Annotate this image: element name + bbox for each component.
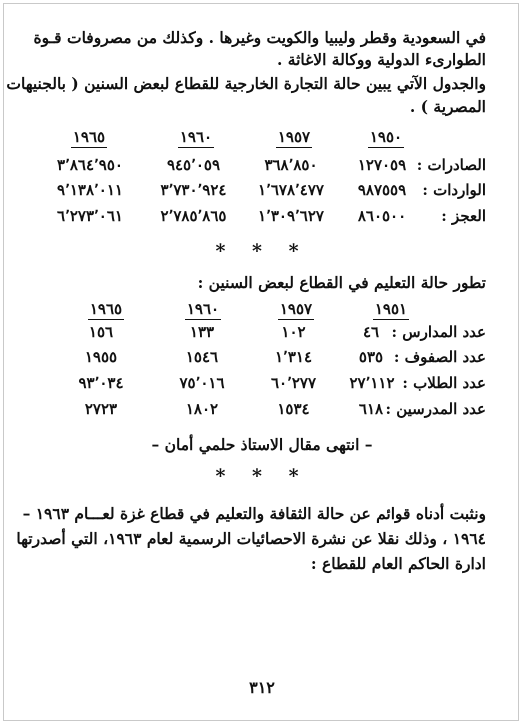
edu-year-4: ١٩٦٥ (89, 300, 123, 318)
trade-table-header (38, 128, 486, 150)
table-cell: ٢٧٬١١٢ (349, 374, 395, 392)
table-cell: ١٬٦٧٨٬٤٧٧ (258, 181, 324, 199)
trade-row-label: الواردات : (422, 181, 486, 199)
table-cell: ٣٬٧٣٠٬٩٢٤ (160, 181, 227, 199)
edu-year-3: ١٩٦٠ (186, 300, 220, 318)
table-cell: ٤٦ (362, 323, 380, 341)
closing-line-2: ١٩٦٤ ، وذلك نقلا عن نشرة الاحصائيات الرسمية لعام ١٩٦٣، التي أصدرتها (16, 529, 486, 548)
table-cell: ٦٬٢٧٣٬٠٦١ (57, 207, 123, 225)
table-row (38, 323, 486, 345)
table-row (38, 181, 486, 203)
table-cell: ٨٦٠٥٠٠ (357, 207, 407, 225)
table-cell: ١٣٣ (189, 323, 215, 341)
table-cell: ١٩٥٥ (84, 348, 118, 366)
edu-row-label: عدد الطلاب : (402, 374, 486, 392)
table-cell: ١٬٣٠٩٬٦٢٧ (258, 207, 324, 225)
table-cell: ٥٣٥ (358, 348, 384, 366)
edu-row-label: عدد المدرسين : (385, 400, 486, 418)
trade-row-label: العجز : (441, 207, 486, 225)
table-cell: ٧٥٬٠١٦ (179, 374, 225, 392)
table-cell: ٢٬٧٨٥٬٨٦٥ (160, 207, 227, 225)
page-number: ٣١٢ (249, 678, 275, 697)
trade-year-3: ١٩٦٠ (179, 128, 213, 146)
table-cell: ٩٤٥٬٠٥٩ (166, 156, 221, 174)
trade-year-1: ١٩٥٠ (369, 128, 403, 146)
table-cell: ١٥٦ (88, 323, 114, 341)
closing-line-1: ونثبت أدناه قوائم عن حالة الثقافة والتعليم في قطاع غزة لعـــام ١٩٦٣ – (22, 504, 486, 523)
table-cell: ١٢٧٠٥٩ (357, 156, 407, 174)
table-row (38, 400, 486, 422)
article-end-note: – انتهى مقال الاستاذ حلمي أمان – (151, 435, 373, 454)
table-cell: ٦٠٬٢٧٧ (270, 374, 317, 392)
trade-row-label: الصادرات : (416, 156, 486, 174)
trade-year-2: ١٩٥٧ (277, 128, 311, 146)
table-row (38, 348, 486, 370)
table-cell: ١٨٠٢ (185, 400, 219, 418)
table-cell: ١٠٢ (281, 323, 306, 341)
table-row (38, 207, 486, 229)
edu-year-1: ١٩٥١ (374, 300, 408, 318)
table-cell: ٢٧٢٣ (84, 400, 118, 418)
table-cell: ٣٦٨٬٨٥٠ (264, 156, 318, 174)
closing-line-3: ادارة الحاكم العام للقطاع : (310, 554, 486, 573)
table-row (38, 374, 486, 396)
edu-year-2: ١٩٥٧ (279, 300, 313, 318)
intro-line-3: والجدول الآتي يبين حالة التجارة الخارجية للقطاع لبعض السنين ( بالجنيهات (6, 74, 486, 93)
intro-line-2: الطوارىء الدولية ووكالة الاغاثة . (276, 50, 486, 69)
edu-row-label: عدد المدارس : (391, 323, 486, 341)
section-separator-2: * * * (215, 465, 309, 487)
table-cell: ٩٣٬٠٣٤ (78, 374, 124, 392)
education-table-header (38, 300, 486, 322)
table-row (38, 156, 486, 178)
table-cell: ١٬٣١٤ (275, 348, 312, 366)
table-cell: ٦١٨ (358, 400, 384, 418)
table-cell: ٣٬٨٦٤٬٩٥٠ (57, 156, 123, 174)
section-separator: * * * (215, 240, 309, 262)
table-cell: ١٥٣٤ (277, 400, 310, 418)
edu-row-label: عدد الصفوف : (393, 348, 486, 366)
intro-line-4: المصرية ) . (409, 97, 486, 116)
trade-year-4: ١٩٦٥ (72, 128, 106, 146)
table-cell: ١٥٤٦ (185, 348, 219, 366)
education-title: تطور حالة التعليم في القطاع لبعض السنين : (197, 273, 486, 292)
table-cell: ٩٨٧٥٥٩ (357, 181, 407, 199)
table-cell: ٩٬١٣٨٬٠١١ (57, 181, 123, 199)
intro-line-1: في السعودية وقطر وليبيا والكويت وغيرها . وكذلك من مصروفات قـوة (33, 28, 486, 47)
